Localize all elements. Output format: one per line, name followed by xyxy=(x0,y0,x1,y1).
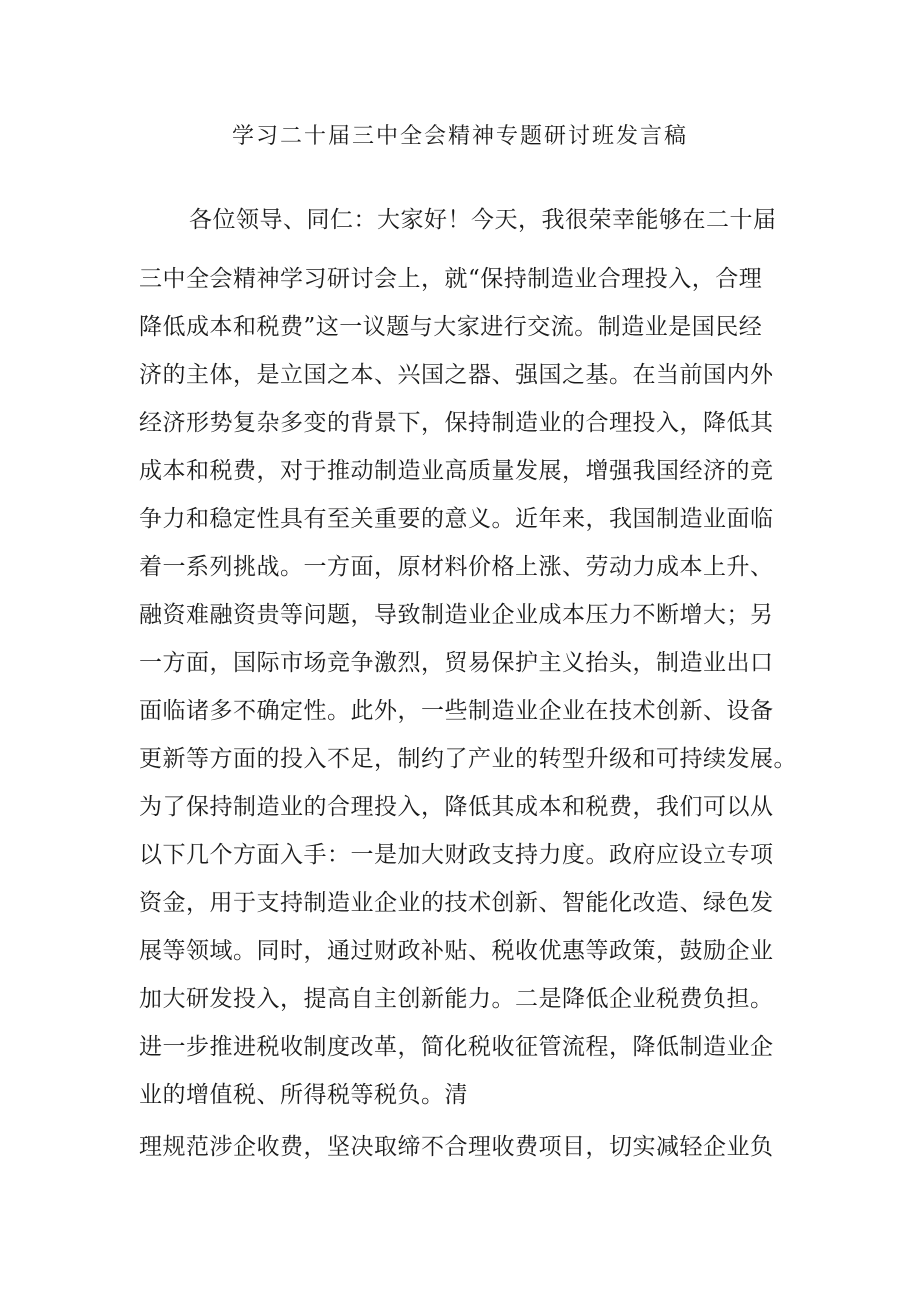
paragraph-line: 一方面，国际市场竞争激烈，贸易保护主义抬头，制造业出口 xyxy=(139,650,774,676)
paragraph-line: 为了保持制造业的合理投入，降低其成本和税费，我们可以从 xyxy=(139,794,774,820)
paragraph-line: 资金，用于支持制造业企业的技术创新、智能化改造、绿色发 xyxy=(139,890,774,916)
paragraph-line: 降低成本和税费”这一议题与大家进行交流。制造业是国民经 xyxy=(139,314,763,340)
paragraph-line: 以下几个方面入手：一是加大财政支持力度。政府应设立专项 xyxy=(139,842,774,868)
paragraph-line: 着一系列挑战。一方面，原材料价格上涨、劳动力成本上升、 xyxy=(139,554,774,580)
paragraph-line: 经济形势复杂多变的背景下，保持制造业的合理投入，降低其 xyxy=(139,410,774,436)
paragraph-line: 展等领域。同时，通过财政补贴、税收优惠等政策，鼓励企业 xyxy=(139,938,774,964)
paragraph-line: 各位领导、同仁：大家好！今天，我很荣幸能够在二十届 xyxy=(189,207,777,233)
paragraph-line: 争力和稳定性具有至关重要的意义。近年来，我国制造业面临 xyxy=(139,506,774,532)
paragraph-line: 进一步推进税收制度改革，简化税收征管流程，降低制造业企 xyxy=(139,1034,774,1060)
paragraph-line: 成本和税费，对于推动制造业高质量发展，增强我国经济的竞 xyxy=(139,458,774,484)
paragraph-line: 理规范涉企收费，坚决取缔不合理收费项目，切实减轻企业负 xyxy=(139,1134,774,1160)
paragraph-line: 济的主体，是立国之本、兴国之器、强国之基。在当前国内外 xyxy=(139,362,774,388)
document-title: 学习二十届三中全会精神专题研讨班发言稿 xyxy=(231,124,688,149)
paragraph-line: 面临诸多不确定性。此外，一些制造业企业在技术创新、设备 xyxy=(139,698,774,724)
paragraph-line: 加大研发投入，提高自主创新能力。二是降低企业税费负担。 xyxy=(139,986,774,1012)
paragraph-line: 三中全会精神学习研讨会上，就“保持制造业合理投入，合理 xyxy=(139,266,763,292)
paragraph-line: 更新等方面的投入不足，制约了产业的转型升级和可持续发展。 xyxy=(139,746,797,772)
paragraph-line: 业的增值税、所得税等税负。清 xyxy=(139,1082,468,1108)
paragraph-line: 融资难融资贵等问题，导致制造业企业成本压力不断增大；另 xyxy=(139,602,774,628)
